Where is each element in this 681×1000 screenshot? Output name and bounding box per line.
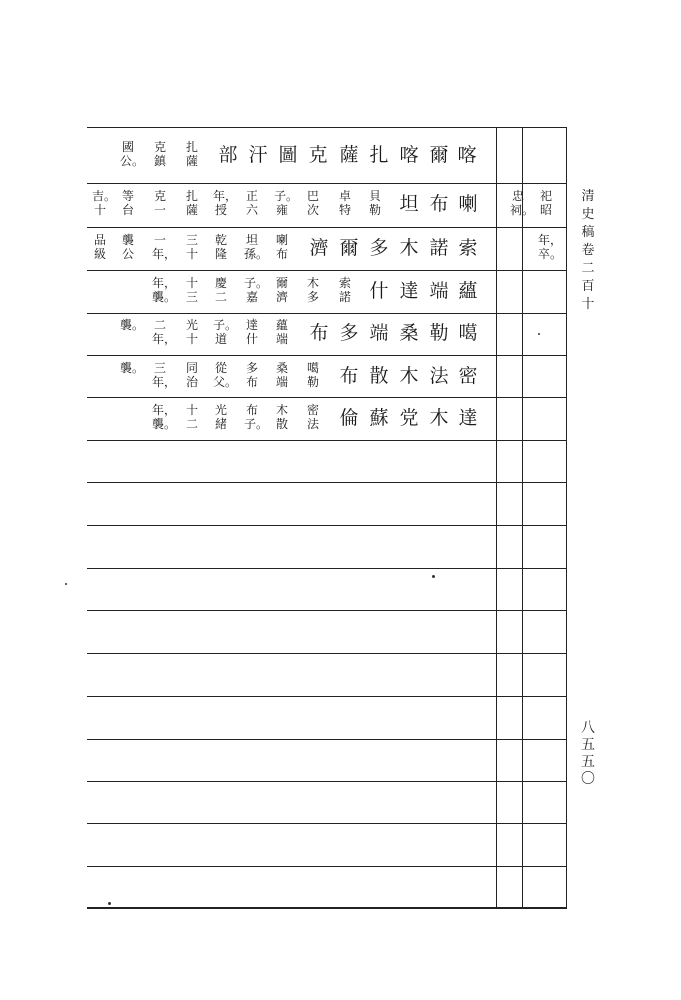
row-line — [87, 739, 567, 740]
note-column: 噶勒 — [306, 361, 319, 389]
note-column: 桑端 — [275, 361, 288, 389]
name-char: 木 — [429, 407, 449, 429]
note-column: 乾隆 — [214, 233, 227, 261]
header-char: 汗 — [248, 144, 268, 166]
name-char: 坦 — [399, 193, 419, 215]
name-char: 密 — [458, 365, 478, 387]
name-char: 端 — [369, 322, 389, 344]
name-char: 達 — [399, 280, 419, 302]
name-char: 蘇 — [369, 407, 389, 429]
name-char: 木 — [399, 365, 419, 387]
top-border — [87, 127, 567, 128]
remark-column: 祀昭 — [539, 189, 552, 217]
note-column: 從父。 — [213, 361, 238, 389]
note-column: 卓特 — [338, 189, 351, 217]
header-note: 扎薩 — [185, 140, 198, 168]
scan-speck — [432, 575, 435, 578]
name-char: 法 — [429, 365, 449, 387]
header-note: 克鎮 — [153, 140, 166, 168]
note-column: 密法 — [306, 403, 319, 431]
name-char: 布 — [429, 193, 449, 215]
name-char: 木 — [399, 237, 419, 259]
row-line — [87, 525, 567, 526]
row-line — [87, 866, 567, 867]
note-column: 巴次 — [306, 189, 319, 217]
name-char: 端 — [429, 280, 449, 302]
name-char: 布 — [309, 322, 329, 344]
header-char: 克 — [308, 144, 328, 166]
note-column: 克一 — [153, 189, 166, 217]
row-line — [87, 397, 567, 398]
row-line — [87, 653, 567, 654]
name-char: 諾 — [429, 237, 449, 259]
name-char: 什 — [369, 280, 389, 302]
row-line — [87, 183, 567, 184]
remark-column: 忠祠。 — [510, 189, 535, 217]
row-line — [87, 482, 567, 483]
row-line — [87, 610, 567, 611]
note-column: 多布 — [245, 361, 258, 389]
header-char: 扎 — [369, 144, 389, 166]
note-column: 三年， — [152, 361, 177, 389]
note-column: 年，授 — [213, 189, 238, 217]
remark-column-divider — [522, 127, 523, 908]
name-char: 蘊 — [458, 280, 478, 302]
name-char: 索 — [458, 237, 478, 259]
note-column: 年，襲。 — [152, 403, 177, 431]
row-line — [87, 313, 567, 314]
note-column: 吉。十 — [92, 189, 117, 217]
note-column: 蘊端 — [275, 318, 288, 346]
header-note: 國公。 — [120, 140, 145, 168]
scan-speck — [108, 902, 111, 905]
row-line — [87, 781, 567, 782]
name-char: 濟 — [309, 237, 329, 259]
scan-speck — [65, 583, 67, 585]
row-line — [87, 270, 567, 271]
row-line — [87, 823, 567, 824]
name-char: 達 — [458, 407, 478, 429]
note-column: 三十 — [185, 233, 198, 261]
name-char: 多 — [339, 322, 359, 344]
note-column: 索諾 — [338, 276, 351, 304]
page-number: 八五五〇 — [581, 720, 595, 787]
note-column: 布子。 — [244, 403, 269, 431]
note-column: 正六 — [245, 189, 258, 217]
header-char: 喀 — [457, 144, 477, 166]
name-char: 桑 — [399, 322, 419, 344]
note-column: 慶二 — [214, 276, 227, 304]
row-line — [87, 568, 567, 569]
note-column: 襲。 — [120, 318, 145, 332]
header-char: 圖 — [278, 144, 298, 166]
scan-speck — [538, 333, 540, 335]
header-char: 薩 — [339, 144, 359, 166]
name-char: 党 — [399, 407, 419, 429]
note-column: 十三 — [185, 276, 198, 304]
note-column: 一年， — [152, 233, 177, 261]
header-char: 部 — [218, 144, 238, 166]
note-column: 坦孫。 — [244, 233, 269, 261]
note-column: 貝勒 — [368, 189, 381, 217]
row-line — [87, 440, 567, 441]
row-line — [87, 227, 567, 228]
note-column: 子。道 — [213, 318, 238, 346]
note-column: 爾濟 — [275, 276, 288, 304]
book-title: 清史稿卷二百十 — [581, 189, 595, 312]
note-column: 喇布 — [275, 233, 288, 261]
note-column: 達什 — [245, 318, 258, 346]
frame-right-border — [566, 127, 567, 908]
note-column: 扎薩 — [185, 189, 198, 217]
name-char: 布 — [339, 365, 359, 387]
row-line — [87, 696, 567, 697]
note-column: 襲公 — [121, 233, 134, 261]
bottom-border — [87, 907, 567, 909]
note-column: 二年， — [152, 318, 177, 346]
note-column: 木散 — [275, 403, 288, 431]
note-column: 木多 — [306, 276, 319, 304]
header-char: 爾 — [429, 144, 449, 166]
note-column: 品級 — [93, 233, 106, 261]
note-column: 子。雍 — [274, 189, 299, 217]
name-char: 爾 — [339, 237, 359, 259]
name-char: 勒 — [429, 322, 449, 344]
note-column: 光十 — [185, 318, 198, 346]
name-char: 倫 — [339, 407, 359, 429]
note-column: 十二 — [185, 403, 198, 431]
note-column: 襲。 — [120, 361, 145, 375]
note-column: 年，襲。 — [152, 276, 177, 304]
note-column: 等台 — [121, 189, 134, 217]
note-column: 子。嘉 — [244, 276, 269, 304]
note-column: 同治 — [185, 361, 198, 389]
name-char: 喇 — [458, 193, 478, 215]
name-char: 多 — [369, 237, 389, 259]
header-char: 喀 — [399, 144, 419, 166]
name-char: 散 — [369, 365, 389, 387]
remark-column: 年，卒。 — [538, 233, 563, 261]
note-column: 光緒 — [214, 403, 227, 431]
name-char: 噶 — [458, 322, 478, 344]
row-line — [87, 355, 567, 356]
main-column-divider — [496, 127, 497, 908]
